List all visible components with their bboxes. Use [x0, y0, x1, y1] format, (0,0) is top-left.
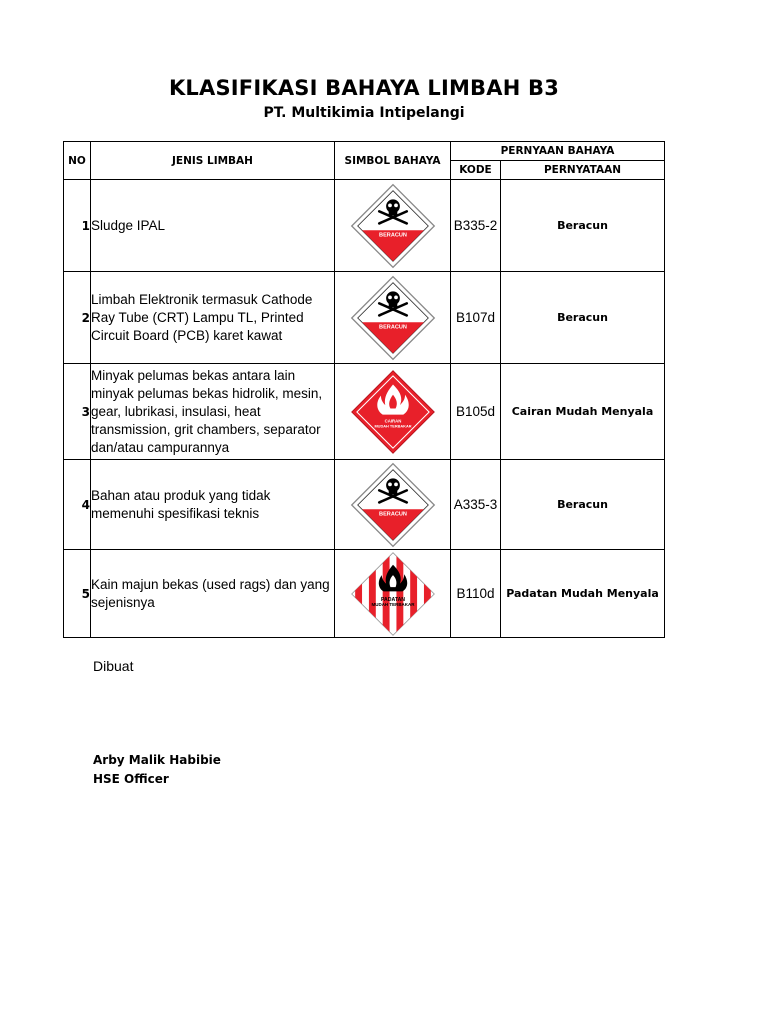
hazard-code: B110d: [451, 550, 501, 638]
signer-role: HSE Officer: [93, 772, 169, 786]
row-number: 1: [64, 180, 91, 272]
table-row: [64, 550, 665, 638]
hazard-symbol-cell: [335, 364, 451, 460]
table-row: [64, 364, 665, 460]
flammable-liquid-diamond-icon: [345, 369, 441, 455]
symbol-label: BERACUN: [378, 231, 407, 238]
toxic-diamond-icon: [345, 275, 441, 361]
hazard-symbol-cell: [335, 180, 451, 272]
table-row: [64, 180, 665, 272]
table-row: [64, 460, 665, 550]
header-pernyataan: PERNYATAAN: [501, 161, 665, 180]
hazard-code: B335-2: [451, 180, 501, 272]
hazard-symbol-cell: [335, 460, 451, 550]
flammable-solid-diamond-icon: [345, 551, 441, 637]
header-kode: KODE: [451, 161, 501, 180]
symbol-label: CAIRAN: [384, 417, 401, 423]
hazard-symbol-cell: [335, 550, 451, 638]
toxic-diamond-icon: [345, 462, 441, 548]
row-number: 3: [64, 364, 91, 460]
hazard-statement: Beracun: [501, 180, 665, 272]
hazard-symbol-cell: [335, 272, 451, 364]
row-number: 5: [64, 550, 91, 638]
hazard-statement: Beracun: [501, 460, 665, 550]
symbol-label: MUDAH TERBAKAR: [371, 601, 414, 607]
header-no: NO: [64, 142, 91, 180]
waste-type: Minyak pelumas bekas antara lain minyak pelumas bekas hidrolik, mesin, gear, lubrikasi, insulasi, heat transmission, grit chambers, separator dan/atau campurannya: [91, 364, 335, 460]
waste-classification-table: [63, 141, 665, 638]
header-jenis-limbah: JENIS LIMBAH: [91, 142, 335, 180]
hazard-code: A335-3: [451, 460, 501, 550]
waste-type: Limbah Elektronik termasuk Cathode Ray Tube (CRT) Lampu TL, Printed Circuit Board (PCB) karet kawat: [91, 272, 335, 364]
symbol-label: PADATAN: [380, 596, 405, 603]
waste-type: Kain majun bekas (used rags) dan yang sejenisnya: [91, 550, 335, 638]
hazard-statement: Cairan Mudah Menyala: [501, 364, 665, 460]
symbol-label: BERACUN: [378, 323, 407, 330]
header-pernyataan-bahaya: PERNYAAN BAHAYA: [451, 142, 665, 161]
waste-type: Bahan atau produk yang tidak memenuhi spesifikasi teknis: [91, 460, 335, 550]
company-name: PT. Multikimia Intipelangi: [263, 105, 465, 121]
page-title: KLASIFIKASI BAHAYA LIMBAH B3: [168, 76, 560, 100]
prepared-by-label: Dibuat: [93, 658, 134, 674]
row-number: 2: [64, 272, 91, 364]
hazard-code: B105d: [451, 364, 501, 460]
signer-name: Arby Malik Habibie: [93, 753, 221, 767]
symbol-label: MUDAH TERBAKAR: [373, 422, 412, 428]
symbol-label: BERACUN: [378, 510, 407, 517]
header-simbol-bahaya: SIMBOL BAHAYA: [335, 142, 451, 180]
table-row: [64, 272, 665, 364]
hazard-code: B107d: [451, 272, 501, 364]
row-number: 4: [64, 460, 91, 550]
waste-type: Sludge IPAL: [91, 180, 335, 272]
toxic-diamond-icon: [345, 183, 441, 269]
hazard-statement: Beracun: [501, 272, 665, 364]
hazard-statement: Padatan Mudah Menyala: [501, 550, 665, 638]
